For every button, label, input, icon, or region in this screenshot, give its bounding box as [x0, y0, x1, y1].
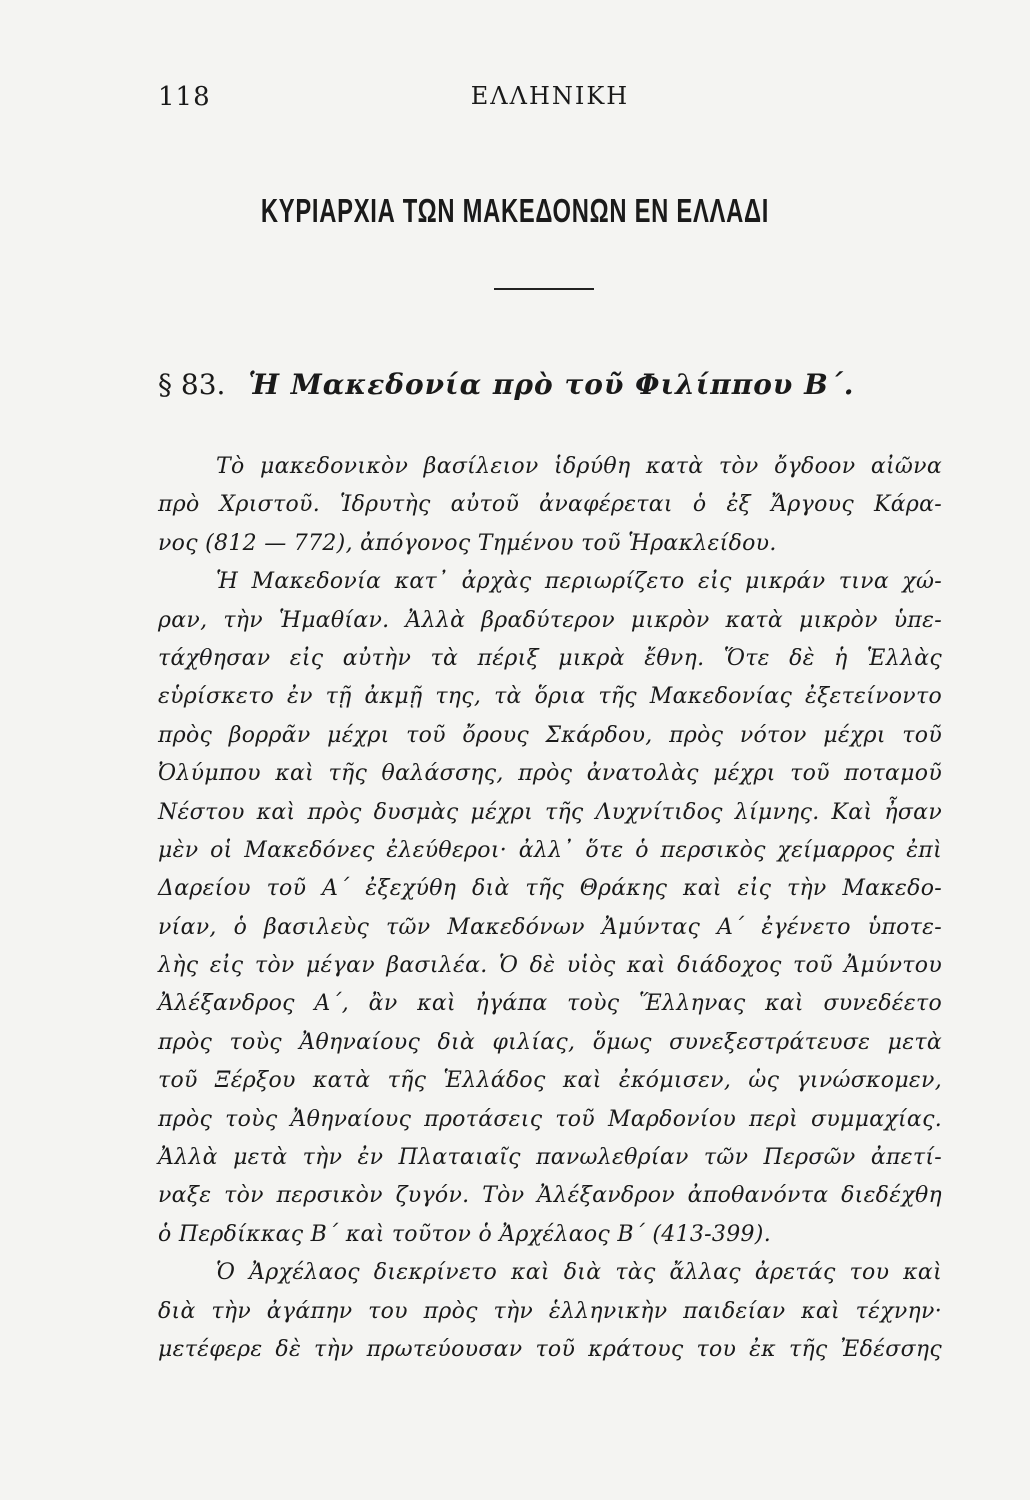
body-text	[158, 448, 942, 1369]
text-line: νος (812 — 772), ἀπόγονος Τημένου τοῦ Ἡρακλείδου.	[158, 530, 777, 556]
section-heading	[158, 368, 958, 401]
text-line: Ἡ Μακεδονία κατ᾽ ἀρχὰς περιωρίζετο εἰς μικράν τινα χώ-	[216, 569, 942, 595]
running-title: ΕΛΛΗΝΙΚΗ	[470, 82, 630, 110]
text-line: Ἀλέξανδρος Α΄, ἂν καὶ ἠγάπα τοὺς Ἕλληνας καὶ συνεδέετο	[158, 991, 942, 1017]
text-line: πρὸς τοὺς Ἀθηναίους προτάσεις τοῦ Μαρδονίου περὶ συμμαχίας.	[158, 1106, 942, 1132]
text-line: τάχθησαν εἰς αὐτὴν τὰ πέριξ μικρὰ ἔθνη. Ὅτε δὲ ἡ Ἑλλὰς	[158, 645, 942, 671]
text-line: πρὸς βορρᾶν μέχρι τοῦ ὄρους Σκάρδου, πρὸς νότον μέχρι τοῦ	[158, 722, 942, 748]
text-line: Ἀλλὰ μετὰ τὴν ἐν Πλαταιαῖς πανωλεθρίαν τῶν Περσῶν ἀπετί-	[158, 1145, 942, 1171]
text-line: πρὸς τοὺς Ἀθηναίους διὰ φιλίας, ὅμως συνεξεστράτευσε μετὰ	[158, 1029, 942, 1055]
text-line: Ὀλύμπου καὶ τῆς θαλάσσης, πρὸς ἀνατολὰς μέχρι τοῦ ποταμοῦ	[158, 761, 942, 787]
text-line: μὲν οἱ Μακεδόνες ἐλεύθεροι· ἀλλ᾽ ὅτε ὁ περσικὸς χείμαρρος ἐπὶ	[158, 837, 942, 863]
text-line: εὑρίσκετο ἐν τῇ ἀκμῇ της, τὰ ὅρια τῆς Μακεδονίας ἐξετείνοντο	[158, 684, 942, 710]
text-line: τοῦ Ξέρξου κατὰ τῆς Ἑλλάδος καὶ ἐκόμισεν, ὡς γινώσκομεν,	[158, 1068, 942, 1094]
text-line: λὴς εἰς τὸν μέγαν βασιλέα. Ὁ δὲ υἱὸς καὶ διάδοχος τοῦ Ἀμύντου	[158, 953, 942, 979]
text-line: Νέστου καὶ πρὸς δυσμὰς μέχρι τῆς Λυχνίτιδος λίμνης. Καὶ ἦσαν	[158, 799, 942, 825]
text-line: μετέφερε δὲ τὴν πρωτεύουσαν τοῦ κράτους του ἐκ τῆς Ἐδέσσης	[158, 1336, 942, 1362]
text-line: Τὸ μακεδονικὸν βασίλειον ἱδρύθη κατὰ τὸν ὄγδοον αἰῶνα	[216, 454, 942, 479]
text-line: ραν, τὴν Ἡμαθίαν. Ἀλλὰ βραδύτερον μικρὸν κατὰ μικρὸν ὑπε-	[158, 607, 942, 633]
section-number: § 83.	[158, 368, 226, 401]
chapter-title: ΚΥΡΙΑΡΧΙΑ ΤΩΝ ΜΑΚΕΔΟΝΩΝ ΕΝ ΕΛΛΑΔΙ	[260, 192, 770, 229]
text-line: ὁ Περδίκκας Β΄ καὶ τοῦτον ὁ Ἀρχέλαος Β΄ (413-399).	[158, 1221, 771, 1247]
section-title: Ἡ Μακεδονία πρὸ τοῦ Φιλίππου Β΄.	[248, 368, 855, 401]
page-number: 118	[158, 82, 211, 112]
text-line: νίαν, ὁ βασιλεὺς τῶν Μακεδόνων Ἀμύντας Α΄ ἐγένετο ὑποτε-	[158, 914, 942, 940]
text-line: Δαρείου τοῦ Α΄ ἐξεχύθη διὰ τῆς Θράκης καὶ εἰς τὴν Μακεδο-	[158, 876, 942, 902]
title-divider	[494, 288, 594, 290]
text-line: ναξε τὸν περσικὸν ζυγόν. Τὸν Ἀλέξανδρον ἀποθανόντα διεδέχθη	[158, 1183, 942, 1209]
text-line: διὰ τὴν ἀγάπην του πρὸς τὴν ἑλληνικὴν παιδείαν καὶ τέχνην·	[158, 1298, 942, 1324]
running-head	[158, 82, 942, 122]
text-line: πρὸ Χριστοῦ. Ἱδρυτὴς αὐτοῦ ἀναφέρεται ὁ ἐξ Ἄργους Κάρα-	[158, 492, 942, 518]
text-line: Ὁ Ἀρχέλαος διεκρίνετο καὶ διὰ τὰς ἄλλας ἀρετάς του καὶ	[216, 1260, 942, 1286]
